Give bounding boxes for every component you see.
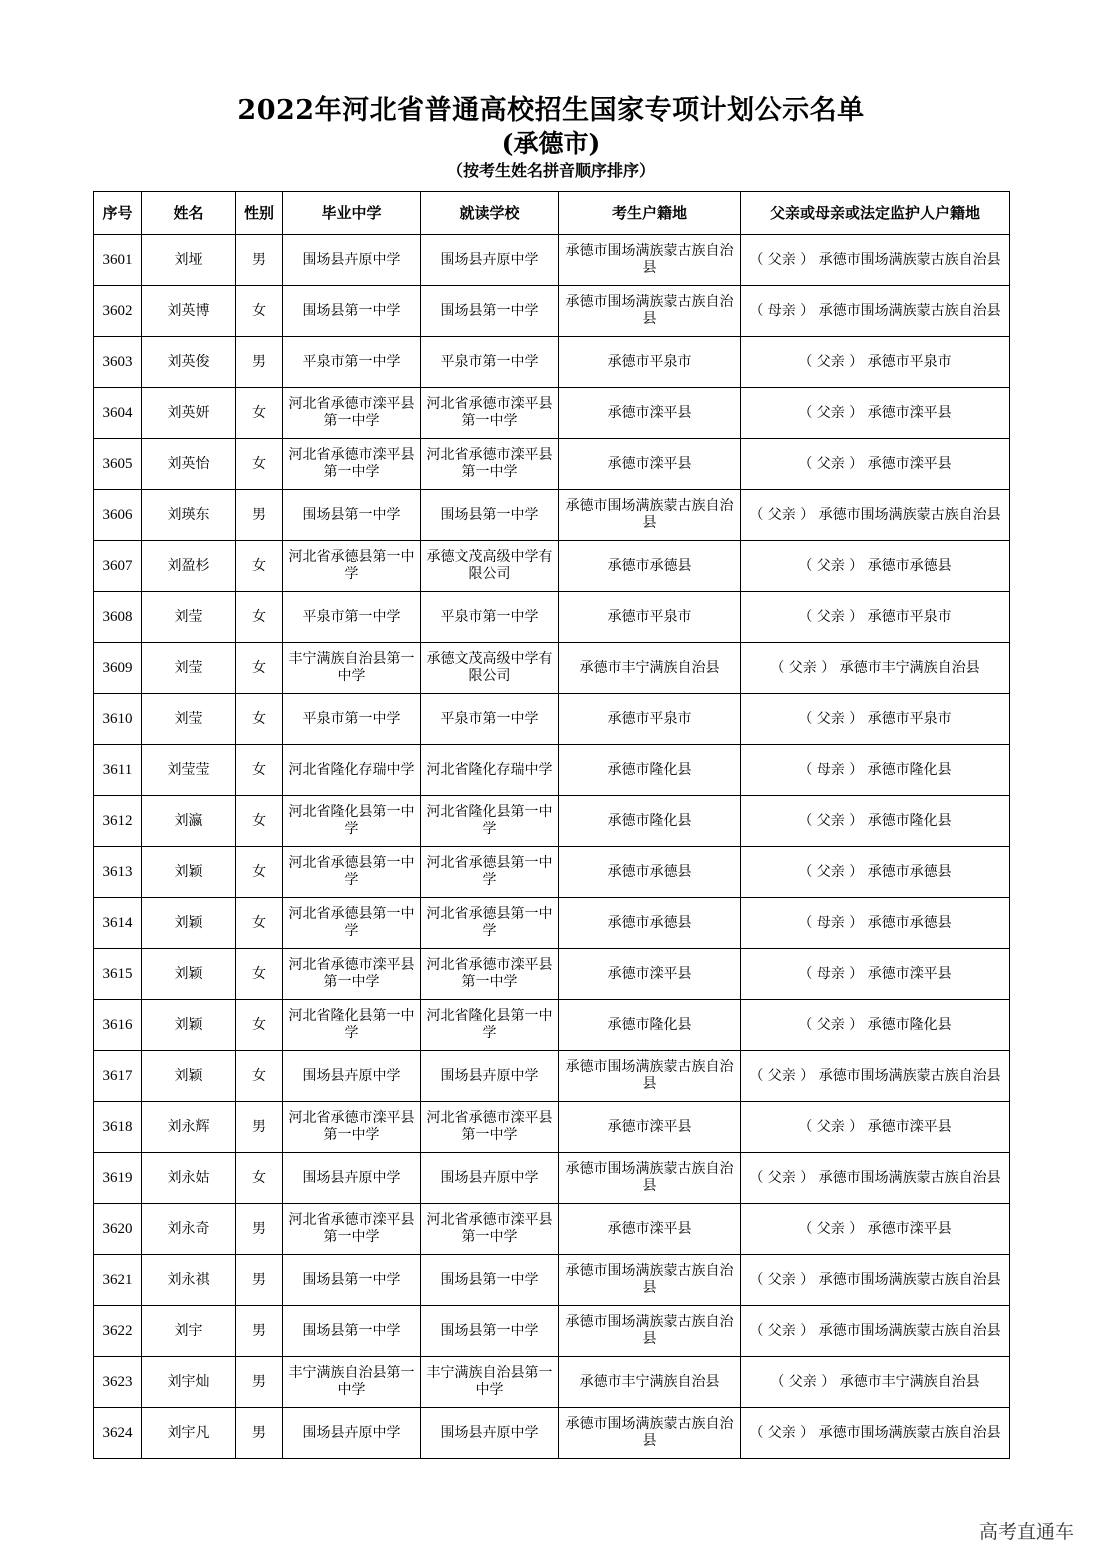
col-header-grad-school: 毕业中学 [283, 192, 421, 235]
current-school-cell: 承德文茂高级中学有限公司 [421, 643, 559, 694]
table-row [94, 643, 1010, 694]
gender-cell: 女 [236, 898, 283, 949]
gender-cell: 女 [236, 439, 283, 490]
student-hukou-cell: 承德市围场满族蒙古族自治县 [559, 1051, 741, 1102]
gender-cell: 女 [236, 388, 283, 439]
student-hukou-cell: 承德市平泉市 [559, 592, 741, 643]
seq-cell: 3623 [94, 1357, 142, 1408]
student-hukou-cell: 承德市围场满族蒙古族自治县 [559, 1408, 741, 1459]
guardian-hukou-cell: （ 父亲 ） 承德市平泉市 [741, 592, 1010, 643]
guardian-hukou-cell: （ 父亲 ） 承德市平泉市 [741, 337, 1010, 388]
guardian-hukou-cell: （ 父亲 ） 承德市围场满族蒙古族自治县 [741, 1255, 1010, 1306]
seq-cell: 3621 [94, 1255, 142, 1306]
name-cell: 刘莹 [142, 643, 236, 694]
guardian-hukou-cell: （ 母亲 ） 承德市隆化县 [741, 745, 1010, 796]
table-row [94, 1153, 1010, 1204]
grad-school-cell: 丰宁满族自治县第一中学 [283, 643, 421, 694]
grad-school-cell: 围场县卉原中学 [283, 1051, 421, 1102]
seq-cell: 3620 [94, 1204, 142, 1255]
guardian-hukou-cell: （ 父亲 ） 承德市围场满族蒙古族自治县 [741, 235, 1010, 286]
seq-cell: 3612 [94, 796, 142, 847]
guardian-hukou-cell: （ 父亲 ） 承德市围场满族蒙古族自治县 [741, 1408, 1010, 1459]
name-cell: 刘瀛 [142, 796, 236, 847]
seq-cell: 3622 [94, 1306, 142, 1357]
guardian-hukou-cell: （ 母亲 ） 承德市滦平县 [741, 949, 1010, 1000]
student-hukou-cell: 承德市滦平县 [559, 949, 741, 1000]
table-row [94, 439, 1010, 490]
page-subtitle: (承德市) [501, 129, 601, 158]
student-hukou-cell: 承德市滦平县 [559, 1102, 741, 1153]
name-cell: 刘英妍 [142, 388, 236, 439]
guardian-hukou-cell: （ 父亲 ） 承德市滦平县 [741, 1204, 1010, 1255]
gender-cell: 男 [236, 1357, 283, 1408]
table-row [94, 388, 1010, 439]
table-row [94, 694, 1010, 745]
name-cell: 刘颖 [142, 949, 236, 1000]
current-school-cell: 河北省承德市滦平县第一中学 [421, 388, 559, 439]
grad-school-cell: 河北省隆化县第一中学 [283, 1000, 421, 1051]
current-school-cell: 平泉市第一中学 [421, 337, 559, 388]
name-cell: 刘宇灿 [142, 1357, 236, 1408]
grad-school-cell: 河北省隆化县第一中学 [283, 796, 421, 847]
guardian-hukou-cell: （ 父亲 ） 承德市围场满族蒙古族自治县 [741, 490, 1010, 541]
guardian-hukou-cell: （ 父亲 ） 承德市隆化县 [741, 1000, 1010, 1051]
seq-cell: 3613 [94, 847, 142, 898]
grad-school-cell: 河北省承德市滦平县第一中学 [283, 949, 421, 1000]
current-school-cell: 河北省隆化存瑞中学 [421, 745, 559, 796]
grad-school-cell: 平泉市第一中学 [283, 337, 421, 388]
grad-school-cell: 围场县卉原中学 [283, 235, 421, 286]
name-cell: 刘宇凡 [142, 1408, 236, 1459]
student-hukou-cell: 承德市平泉市 [559, 694, 741, 745]
grad-school-cell: 河北省隆化存瑞中学 [283, 745, 421, 796]
table-row [94, 286, 1010, 337]
gender-cell: 女 [236, 949, 283, 1000]
col-header-name: 姓名 [142, 192, 236, 235]
current-school-cell: 河北省承德县第一中学 [421, 847, 559, 898]
table-row [94, 796, 1010, 847]
seq-cell: 3604 [94, 388, 142, 439]
name-cell: 刘垭 [142, 235, 236, 286]
current-school-cell: 平泉市第一中学 [421, 592, 559, 643]
guardian-hukou-cell: （ 父亲 ） 承德市滦平县 [741, 388, 1010, 439]
name-cell: 刘英博 [142, 286, 236, 337]
name-cell: 刘颖 [142, 1051, 236, 1102]
name-cell: 刘宇 [142, 1306, 236, 1357]
gender-cell: 女 [236, 745, 283, 796]
table-row [94, 337, 1010, 388]
current-school-cell: 河北省承德县第一中学 [421, 898, 559, 949]
current-school-cell: 丰宁满族自治县第一中学 [421, 1357, 559, 1408]
student-hukou-cell: 承德市承德县 [559, 541, 741, 592]
current-school-cell: 河北省承德市滦平县第一中学 [421, 1102, 559, 1153]
guardian-hukou-cell: （ 父亲 ） 承德市围场满族蒙古族自治县 [741, 1153, 1010, 1204]
gender-cell: 男 [236, 490, 283, 541]
seq-cell: 3602 [94, 286, 142, 337]
student-hukou-cell: 承德市隆化县 [559, 796, 741, 847]
guardian-hukou-cell: （ 父亲 ） 承德市承德县 [741, 541, 1010, 592]
name-cell: 刘莹莹 [142, 745, 236, 796]
sort-note: （按考生姓名拼音顺序排序） [446, 161, 655, 180]
seq-cell: 3616 [94, 1000, 142, 1051]
guardian-hukou-cell: （ 父亲 ） 承德市隆化县 [741, 796, 1010, 847]
gender-cell: 男 [236, 337, 283, 388]
table-row [94, 541, 1010, 592]
current-school-cell: 河北省隆化县第一中学 [421, 1000, 559, 1051]
current-school-cell: 河北省承德市滦平县第一中学 [421, 439, 559, 490]
watermark-text: 高考直通车 [978, 1521, 1074, 1543]
grad-school-cell: 河北省承德县第一中学 [283, 541, 421, 592]
name-cell: 刘颖 [142, 1000, 236, 1051]
grad-school-cell: 平泉市第一中学 [283, 694, 421, 745]
current-school-cell: 围场县第一中学 [421, 1306, 559, 1357]
name-cell: 刘永祺 [142, 1255, 236, 1306]
table-row [94, 949, 1010, 1000]
guardian-hukou-cell: （ 父亲 ） 承德市丰宁满族自治县 [741, 643, 1010, 694]
guardian-hukou-cell: （ 母亲 ） 承德市承德县 [741, 898, 1010, 949]
gender-cell: 女 [236, 847, 283, 898]
name-cell: 刘莹 [142, 592, 236, 643]
grad-school-cell: 围场县卉原中学 [283, 1408, 421, 1459]
gender-cell: 女 [236, 796, 283, 847]
grad-school-cell: 围场县第一中学 [283, 1306, 421, 1357]
guardian-hukou-cell: （ 父亲 ） 承德市平泉市 [741, 694, 1010, 745]
seq-cell: 3615 [94, 949, 142, 1000]
student-hukou-cell: 承德市隆化县 [559, 1000, 741, 1051]
guardian-hukou-cell: （ 父亲 ） 承德市丰宁满族自治县 [741, 1357, 1010, 1408]
student-hukou-cell: 承德市滦平县 [559, 439, 741, 490]
grad-school-cell: 围场县第一中学 [283, 286, 421, 337]
table-row [94, 1102, 1010, 1153]
table-row [94, 898, 1010, 949]
student-hukou-cell: 承德市平泉市 [559, 337, 741, 388]
gender-cell: 男 [236, 1408, 283, 1459]
seq-cell: 3605 [94, 439, 142, 490]
seq-cell: 3607 [94, 541, 142, 592]
seq-cell: 3619 [94, 1153, 142, 1204]
gender-cell: 女 [236, 286, 283, 337]
name-cell: 刘英怡 [142, 439, 236, 490]
current-school-cell: 围场县卉原中学 [421, 235, 559, 286]
table-row [94, 235, 1010, 286]
seq-cell: 3614 [94, 898, 142, 949]
grad-school-cell: 河北省承德市滦平县第一中学 [283, 388, 421, 439]
table-row [94, 745, 1010, 796]
student-hukou-cell: 承德市丰宁满族自治县 [559, 1357, 741, 1408]
table-row [94, 1051, 1010, 1102]
student-hukou-cell: 承德市隆化县 [559, 745, 741, 796]
table-row [94, 592, 1010, 643]
student-hukou-cell: 承德市承德县 [559, 898, 741, 949]
gender-cell: 女 [236, 1153, 283, 1204]
grad-school-cell: 河北省承德市滦平县第一中学 [283, 1204, 421, 1255]
table-row [94, 1408, 1010, 1459]
name-cell: 刘莹 [142, 694, 236, 745]
gender-cell: 男 [236, 235, 283, 286]
grad-school-cell: 河北省承德市滦平县第一中学 [283, 1102, 421, 1153]
name-cell: 刘永姑 [142, 1153, 236, 1204]
seq-cell: 3608 [94, 592, 142, 643]
gender-cell: 女 [236, 541, 283, 592]
gender-cell: 女 [236, 1000, 283, 1051]
gender-cell: 男 [236, 1306, 283, 1357]
gender-cell: 男 [236, 1255, 283, 1306]
current-school-cell: 围场县卉原中学 [421, 1153, 559, 1204]
seq-cell: 3606 [94, 490, 142, 541]
student-hukou-cell: 承德市围场满族蒙古族自治县 [559, 286, 741, 337]
name-cell: 刘永辉 [142, 1102, 236, 1153]
current-school-cell: 围场县第一中学 [421, 286, 559, 337]
guardian-hukou-cell: （ 母亲 ） 承德市围场满族蒙古族自治县 [741, 286, 1010, 337]
current-school-cell: 河北省承德市滦平县第一中学 [421, 949, 559, 1000]
table-header-row [94, 192, 1010, 235]
roster-table [93, 191, 1010, 1459]
grad-school-cell: 围场县第一中学 [283, 490, 421, 541]
student-hukou-cell: 承德市滦平县 [559, 1204, 741, 1255]
current-school-cell: 承德文茂高级中学有限公司 [421, 541, 559, 592]
grad-school-cell: 河北省承德市滦平县第一中学 [283, 439, 421, 490]
guardian-hukou-cell: （ 父亲 ） 承德市滦平县 [741, 439, 1010, 490]
current-school-cell: 河北省承德市滦平县第一中学 [421, 1204, 559, 1255]
guardian-hukou-cell: （ 父亲 ） 承德市滦平县 [741, 1102, 1010, 1153]
grad-school-cell: 平泉市第一中学 [283, 592, 421, 643]
page-title: 2022年河北省普通高校招生国家专项计划公示名单 [237, 95, 865, 126]
name-cell: 刘盈杉 [142, 541, 236, 592]
guardian-hukou-cell: （ 父亲 ） 承德市围场满族蒙古族自治县 [741, 1306, 1010, 1357]
gender-cell: 女 [236, 592, 283, 643]
name-cell: 刘颖 [142, 898, 236, 949]
table-row [94, 490, 1010, 541]
gender-cell: 女 [236, 694, 283, 745]
student-hukou-cell: 承德市围场满族蒙古族自治县 [559, 235, 741, 286]
student-hukou-cell: 承德市围场满族蒙古族自治县 [559, 490, 741, 541]
student-hukou-cell: 承德市围场满族蒙古族自治县 [559, 1255, 741, 1306]
seq-cell: 3618 [94, 1102, 142, 1153]
current-school-cell: 围场县第一中学 [421, 1255, 559, 1306]
gender-cell: 女 [236, 643, 283, 694]
student-hukou-cell: 承德市围场满族蒙古族自治县 [559, 1306, 741, 1357]
guardian-hukou-cell: （ 父亲 ） 承德市承德县 [741, 847, 1010, 898]
col-header-student-hukou: 考生户籍地 [559, 192, 741, 235]
guardian-hukou-cell: （ 父亲 ） 承德市围场满族蒙古族自治县 [741, 1051, 1010, 1102]
current-school-cell: 围场县第一中学 [421, 490, 559, 541]
seq-cell: 3603 [94, 337, 142, 388]
grad-school-cell: 河北省承德县第一中学 [283, 898, 421, 949]
table-row [94, 1255, 1010, 1306]
grad-school-cell: 围场县第一中学 [283, 1255, 421, 1306]
current-school-cell: 围场县卉原中学 [421, 1051, 559, 1102]
col-header-guardian-hukou: 父亲或母亲或法定监护人户籍地 [741, 192, 1010, 235]
table-body [94, 235, 1010, 1459]
student-hukou-cell: 承德市围场满族蒙古族自治县 [559, 1153, 741, 1204]
gender-cell: 女 [236, 1051, 283, 1102]
student-hukou-cell: 承德市承德县 [559, 847, 741, 898]
name-cell: 刘英俊 [142, 337, 236, 388]
current-school-cell: 围场县卉原中学 [421, 1408, 559, 1459]
seq-cell: 3610 [94, 694, 142, 745]
name-cell: 刘永奇 [142, 1204, 236, 1255]
current-school-cell: 河北省隆化县第一中学 [421, 796, 559, 847]
seq-cell: 3624 [94, 1408, 142, 1459]
gender-cell: 男 [236, 1102, 283, 1153]
table-row [94, 1204, 1010, 1255]
seq-cell: 3601 [94, 235, 142, 286]
grad-school-cell: 围场县卉原中学 [283, 1153, 421, 1204]
seq-cell: 3611 [94, 745, 142, 796]
table-row [94, 1306, 1010, 1357]
current-school-cell: 平泉市第一中学 [421, 694, 559, 745]
gender-cell: 男 [236, 1204, 283, 1255]
grad-school-cell: 丰宁满族自治县第一中学 [283, 1357, 421, 1408]
col-header-gender: 性别 [236, 192, 283, 235]
table-row [94, 1357, 1010, 1408]
col-header-seq: 序号 [94, 192, 142, 235]
seq-cell: 3617 [94, 1051, 142, 1102]
seq-cell: 3609 [94, 643, 142, 694]
grad-school-cell: 河北省承德县第一中学 [283, 847, 421, 898]
col-header-current-school: 就读学校 [421, 192, 559, 235]
name-cell: 刘颖 [142, 847, 236, 898]
student-hukou-cell: 承德市丰宁满族自治县 [559, 643, 741, 694]
table-row [94, 847, 1010, 898]
name-cell: 刘瑛东 [142, 490, 236, 541]
student-hukou-cell: 承德市滦平县 [559, 388, 741, 439]
table-row [94, 1000, 1010, 1051]
